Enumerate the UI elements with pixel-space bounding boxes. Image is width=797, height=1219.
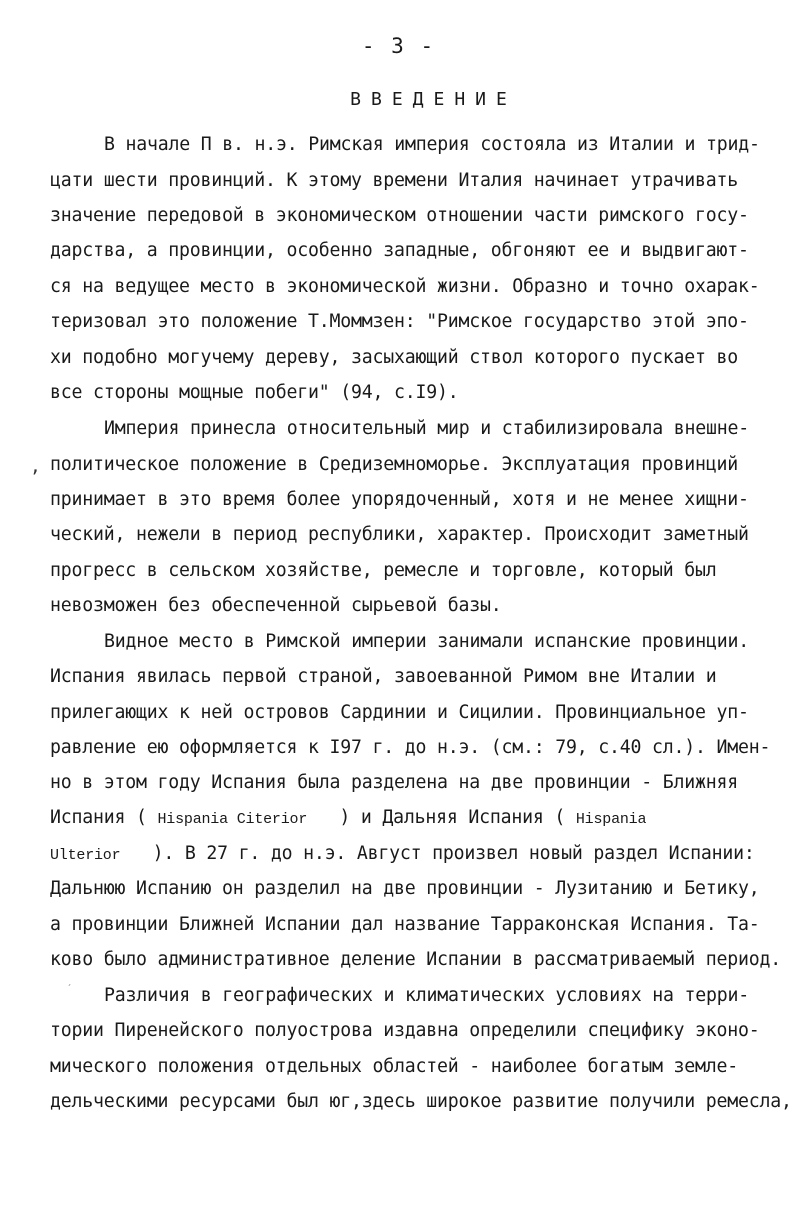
page-number: - 3 -: [361, 34, 436, 58]
text-line: прилегающих к ней островов Сардинии и Сицилии. Провинциальное уп-: [50, 702, 749, 723]
text-line: все стороны мощные побеги" (94, с.I9).: [50, 382, 459, 403]
text-line: принимает в это время более упорядоченный, хотя и не менее хищни-: [50, 489, 749, 510]
latin-term: Hispania: [575, 811, 647, 828]
text-line: дельческими ресурсами был юг,здесь широкое развитие получили ремесла,: [50, 1091, 792, 1112]
text-line: Дальнюю Испанию он разделил на две провинции - Лузитанию и Бетику,: [50, 878, 760, 899]
latin-term: Hispania Citerior: [157, 811, 308, 828]
latin-term: Ulterior: [50, 847, 121, 864]
text-fragment: ) и Дальняя Испания (: [307, 807, 576, 828]
text-line: Различия в географических и климатических условиях на терри-: [104, 985, 749, 1006]
page-title: ВВЕДЕНИЕ: [350, 89, 517, 110]
text-line: В начале П в. н.э. Римская империя состояла из Италии и трид-: [104, 134, 760, 155]
margin-mark: ,: [30, 456, 41, 477]
text-line: невозможен без обеспеченной сырьевой базы.: [50, 595, 502, 616]
text-line: а провинции Ближней Испании дал название Тарраконская Испания. Та-: [50, 914, 760, 935]
text-line: Империя принесла относительный мир и стабилизировала внешне-: [104, 418, 749, 439]
text-line: хи подобно могучему дереву, засыхающий ствол которого пускает во: [50, 347, 738, 368]
text-line: Испания явилась первой страной, завоеванной Римом вне Италии и: [50, 666, 717, 687]
text-line: ческий, нежели в период республики, характер. Происходит заметный: [50, 524, 749, 545]
text-line: цати шести провинций. К этому времени Италия начинает утрачивать: [50, 170, 738, 191]
text-line: Видное место в Римской империи занимали испанские провинции.: [104, 631, 749, 652]
text-line: политическое положение в Средиземноморье. Эксплуатация провинций: [50, 454, 738, 475]
text-line: тории Пиренейского полуострова издавна определили специфику эконо-: [50, 1020, 760, 1041]
text-line: равление ею оформляется к I97 г. до н.э. (см.: 79, с.40 сл.). Имен-: [50, 737, 771, 758]
text-line: ся на ведущее место в экономической жизни. Образно и точно охарак-: [50, 276, 760, 297]
text-line: [50, 843, 755, 867]
text-fragment: Испания (: [50, 807, 158, 828]
text-fragment: ). В 27 г. до н.э. Август произвел новый раздел Испании:: [120, 843, 755, 864]
text-line: прогресс в сельском хозяйстве, ремесле и торговле, который был: [50, 560, 717, 581]
text-line: [50, 807, 646, 831]
margin-mark: ˊ: [66, 982, 74, 996]
text-line: но в этом году Испания была разделена на две провинции - Ближняя: [50, 772, 738, 793]
text-line: теризовал это положение Т.Моммзен: "Римское государство этой эпо-: [50, 311, 749, 332]
text-line: ково было административное деление Испании в рассматриваемый период.: [50, 949, 781, 970]
text-line: мического положения отдельных областей - наиболее богатым земле-: [50, 1056, 738, 1077]
text-line: значение передовой в экономическом отношении части римского госу-: [50, 205, 749, 226]
text-line: дарства, а провинции, особенно западные, обгоняют ее и выдвигают-: [50, 240, 749, 261]
